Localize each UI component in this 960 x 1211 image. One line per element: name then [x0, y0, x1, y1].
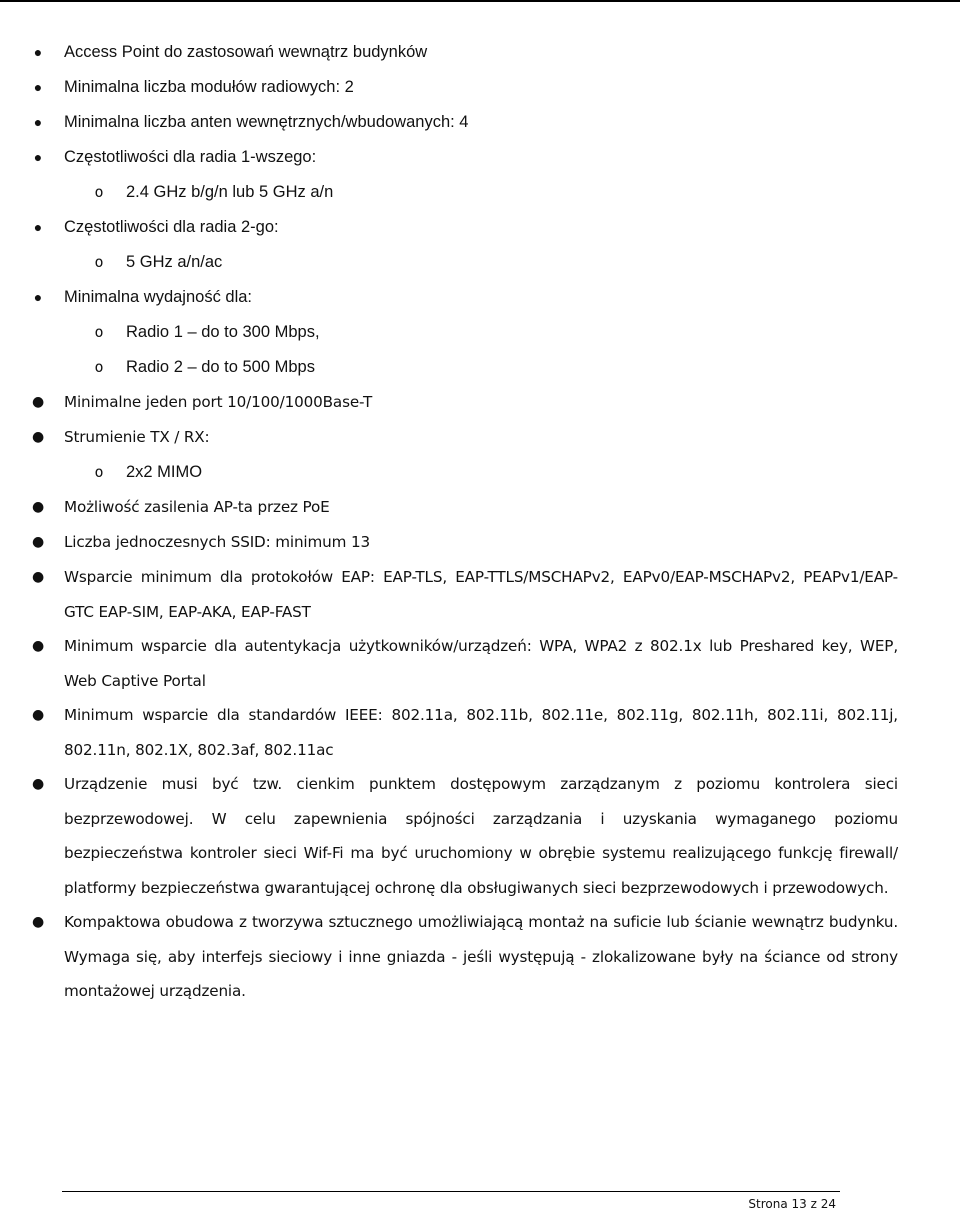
sub-list-item — [0, 350, 960, 385]
list-item — [0, 525, 960, 560]
dot-bullet-icon: ● — [33, 149, 43, 165]
dot-bullet-icon: ● — [32, 776, 45, 792]
dot-bullet-icon: ● — [32, 638, 45, 654]
list-item-text: Możliwość zasilenia AP-ta przez PoE — [64, 498, 330, 516]
list-item-text: Liczba jednoczesnych SSID: minimum 13 — [64, 533, 370, 551]
list-item-text: Minimum wsparcie dla autentykacja użytkowników/urządzeń: WPA, WPA2 z 802.1x lub Preshared key, WEP, Web Captive Portal — [64, 637, 898, 690]
dot-bullet-icon: ● — [33, 219, 43, 235]
sub-list-item — [0, 315, 960, 350]
list-item-text: Częstotliwości dla radia 1-wszego: — [64, 148, 317, 166]
dot-bullet-icon: ● — [32, 394, 45, 410]
footer-divider — [62, 1191, 840, 1192]
dot-bullet-icon: ● — [32, 707, 45, 723]
list-item-text: Strumienie TX / RX: — [64, 428, 210, 446]
dot-bullet-icon: ● — [33, 114, 43, 130]
list-item — [0, 560, 960, 629]
list-item-text: Minimalna liczba anten wewnętrznych/wbudowanych: 4 — [64, 113, 469, 131]
sub-list-item — [0, 245, 960, 280]
dot-bullet-icon: ● — [32, 534, 45, 550]
circle-bullet-icon: o — [94, 358, 104, 376]
list-item — [0, 420, 960, 455]
list-item — [0, 905, 960, 1009]
dot-bullet-icon: ● — [32, 499, 45, 515]
circle-bullet-icon: o — [94, 253, 104, 271]
list-item — [0, 140, 960, 175]
circle-bullet-icon: o — [94, 463, 104, 481]
list-item-text: Kompaktowa obudowa z tworzywa sztucznego umożliwiającą montaż na suficie lub ścianie wewnątrz budynku. Wymaga się, aby interfejs sieciowy i inne gniazda - jeśli występują - zlokalizowane były na ściance od strony montażowej urządzenia. — [64, 913, 898, 1000]
list-item — [0, 490, 960, 525]
list-item — [0, 35, 960, 70]
list-item-text: Urządzenie musi być tzw. cienkim punktem dostępowym zarządzanym z poziomu kontrolera sieci bezprzewodowej. W celu zapewnienia spójności zarządzania i uzyskania wymaganego poziomu bezpieczeństwa kontroler sieci Wif-Fi ma być uruchomiony w obrębie systemu realizującego funkcję firewall/ platformy bezpieczeństwa gwarantującej ochronę dla obsługiwanych sieci bezprzewodowych i przewodowych. — [64, 775, 898, 897]
sub-list-item — [0, 175, 960, 210]
list-item-text: Minimum wsparcie dla standardów IEEE: 802.11a, 802.11b, 802.11e, 802.11g, 802.11h, 802.11i, 802.11j, 802.11n, 802.1X, 802.3af, 802.11ac — [64, 706, 898, 759]
circle-bullet-icon: o — [94, 323, 104, 341]
list-item-text: Radio 2 – do to 500 Mbps — [126, 358, 315, 376]
dot-bullet-icon: ● — [32, 569, 45, 585]
dot-bullet-icon: ● — [33, 44, 43, 60]
list-item — [0, 767, 960, 905]
list-item-text: Access Point do zastosowań wewnątrz budynków — [64, 43, 428, 61]
list-item-text: Częstotliwości dla radia 2-go: — [64, 218, 279, 236]
list-item — [0, 70, 960, 105]
circle-bullet-icon: o — [94, 183, 104, 201]
dot-bullet-icon: ● — [32, 914, 45, 930]
bullet-list — [0, 35, 960, 1009]
list-item-text: Minimalne jeden port 10/100/1000Base-T — [64, 393, 373, 411]
dot-bullet-icon: ● — [33, 79, 43, 95]
dot-bullet-icon: ● — [32, 429, 45, 445]
list-item — [0, 280, 960, 315]
list-item — [0, 210, 960, 245]
dot-bullet-icon: ● — [33, 289, 43, 305]
list-item — [0, 385, 960, 420]
list-item-text: 5 GHz a/n/ac — [126, 253, 223, 271]
list-item-text: Minimalna liczba modułów radiowych: 2 — [64, 78, 354, 96]
list-item-text: 2x2 MIMO — [126, 463, 203, 481]
list-item-text: Wsparcie minimum dla protokołów EAP: EAP-TLS, EAP-TTLS/MSCHAPv2, EAPv0/EAP-MSCHAPv2, PEAPv1/EAP-GTC EAP-SIM, EAP-AKA, EAP-FAST — [64, 568, 898, 621]
list-item — [0, 629, 960, 698]
sub-list-item — [0, 455, 960, 490]
list-item-text: Minimalna wydajność dla: — [64, 288, 253, 306]
list-item-text: 2.4 GHz b/g/n lub 5 GHz a/n — [126, 183, 334, 201]
page-number: Strona 13 z 24 — [748, 1197, 836, 1211]
list-item-text: Radio 1 – do to 300 Mbps, — [126, 323, 320, 341]
list-item — [0, 698, 960, 767]
list-item — [0, 105, 960, 140]
